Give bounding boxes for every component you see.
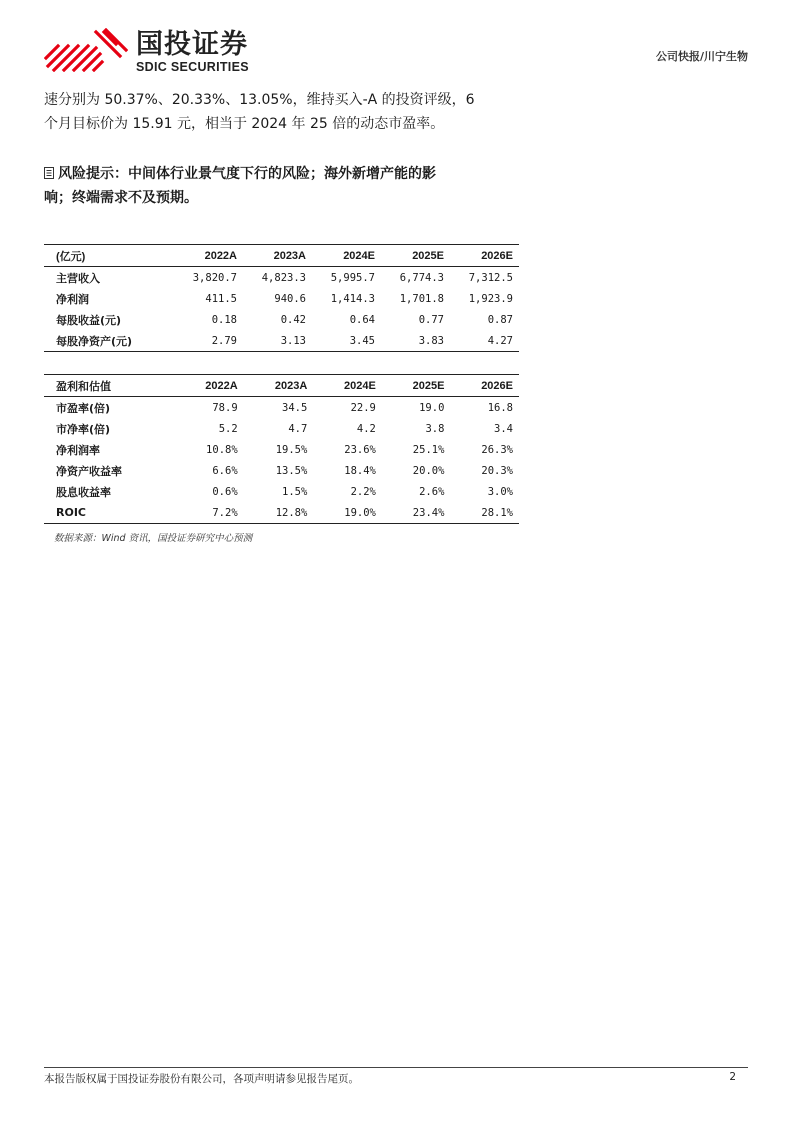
table-header-row	[44, 245, 519, 267]
table-row	[44, 481, 519, 502]
table-cell: 1,414.3	[330, 292, 375, 305]
table-cell: 3.45	[349, 334, 375, 347]
table-cell: 5.2	[218, 422, 238, 435]
row-label: 每股收益(元)	[56, 313, 122, 327]
row-label: ROIC	[56, 506, 86, 519]
table-cell: 20.0%	[412, 464, 445, 477]
table-cell: 2.79	[211, 334, 237, 347]
document-icon	[44, 167, 54, 179]
risk-line	[44, 162, 510, 186]
table-cell: 6.6%	[212, 464, 238, 477]
table-cell: 0.18	[211, 313, 237, 326]
table-cell: 19.0	[419, 401, 445, 414]
table-header-cell: 2025E	[412, 379, 445, 392]
row-label: 净利润率	[56, 443, 100, 457]
table-row	[44, 439, 519, 460]
page-number: 2	[729, 1071, 736, 1083]
table-cell: 19.5%	[275, 443, 308, 456]
table-cell: 0.6%	[212, 485, 238, 498]
row-label: 每股净资产(元)	[56, 334, 133, 348]
table-cell: 2.6%	[419, 485, 445, 498]
risk-line-text: 风险提示：中间体行业景气度下行的风险；海外新增产能的影	[58, 166, 436, 182]
table-header-cell: 2026E	[481, 249, 513, 262]
table-cell: 1,923.9	[468, 292, 513, 305]
valuation-table	[44, 374, 519, 524]
sdic-logo-mark-icon	[44, 28, 128, 72]
table-cell: 1.5%	[282, 485, 308, 498]
table-cell: 3.4	[494, 422, 513, 435]
table-cell: 6,774.3	[399, 271, 444, 284]
table-row	[44, 418, 519, 439]
table-row	[44, 397, 519, 419]
table-cell: 3.13	[280, 334, 306, 347]
table-cell: 25.1%	[412, 443, 445, 456]
table-cell: 12.8%	[275, 506, 308, 519]
table-row	[44, 502, 519, 524]
table-cell: 7.2%	[212, 506, 238, 519]
table-cell: 23.4%	[412, 506, 445, 519]
table-cell: 3.83	[418, 334, 444, 347]
table-header-cell: 2025E	[412, 249, 444, 262]
table-cell: 16.8	[487, 401, 513, 414]
table-cell: 28.1%	[481, 506, 513, 519]
table-cell: 4.27	[487, 334, 513, 347]
row-label: 主营收入	[56, 271, 100, 285]
table-row	[44, 288, 519, 309]
table-cell: 0.64	[349, 313, 375, 326]
table-header-cell: 2023A	[273, 249, 306, 262]
table-row	[44, 267, 519, 289]
table-cell: 4,823.3	[261, 271, 306, 284]
logo-english-name: SDIC SECURITIES	[136, 60, 249, 74]
table-header-cell: 盈利和估值	[56, 380, 111, 393]
table-cell: 940.6	[274, 292, 306, 305]
footer-divider	[44, 1067, 748, 1068]
table-cell: 20.3%	[481, 464, 513, 477]
logo-chinese-name: 国投证券	[136, 29, 248, 60]
table-cell: 13.5%	[275, 464, 308, 477]
row-label: 净利润	[56, 292, 89, 306]
table-cell: 0.77	[418, 313, 444, 326]
table-cell: 10.8%	[206, 443, 238, 456]
table-cell: 34.5	[282, 401, 308, 414]
financial-summary-table	[44, 244, 519, 352]
table-header-cell: 2026E	[481, 379, 513, 392]
table-cell: 4.7	[288, 422, 308, 435]
table-row	[44, 460, 519, 481]
row-label: 市盈率(倍)	[56, 401, 111, 415]
body-line: 速分别为 50.37%、20.33%、13.05%，维持买入-A 的投资评级，6	[44, 92, 475, 108]
row-label: 股息收益率	[56, 485, 111, 499]
data-source-note: 数据来源：Wind 资讯，国投证券研究中心预测	[54, 533, 253, 544]
table-cell: 4.2	[356, 422, 376, 435]
table-cell: 3.0%	[487, 485, 513, 498]
table-cell: 0.87	[487, 313, 513, 326]
table-cell: 78.9	[212, 401, 238, 414]
table-cell: 0.42	[280, 313, 306, 326]
table-header-cell: (亿元)	[56, 250, 86, 263]
table-cell: 22.9	[350, 401, 376, 414]
table-header-cell: 2023A	[274, 379, 308, 392]
table-cell: 18.4%	[344, 464, 376, 477]
report-type-label: 公司快报/川宁生物	[655, 50, 748, 63]
table-header-cell: 2022A	[204, 249, 237, 262]
body-paragraph	[44, 88, 510, 136]
table-cell: 1,701.8	[399, 292, 444, 305]
row-label: 市净率(倍)	[56, 422, 111, 436]
company-logo	[44, 28, 264, 74]
table-header-cell: 2024E	[343, 249, 375, 262]
table-row	[44, 309, 519, 330]
footer-disclaimer: 本报告版权属于国投证券股份有限公司，各项声明请参见报告尾页。	[44, 1073, 359, 1085]
table-header-cell: 2024E	[344, 379, 376, 392]
row-label: 净资产收益率	[56, 464, 122, 478]
body-line: 个月目标价为 15.91 元，相当于 2024 年 25 倍的动态市盈率。	[44, 116, 445, 132]
table-cell: 2.2%	[350, 485, 376, 498]
table-cell: 23.6%	[344, 443, 376, 456]
table-cell: 3.8	[425, 422, 445, 435]
table-cell: 411.5	[205, 292, 237, 305]
table-row	[44, 330, 519, 352]
table-cell: 5,995.7	[330, 271, 375, 284]
risk-line: 响；终端需求不及预期。	[44, 190, 198, 206]
table-cell: 26.3%	[481, 443, 513, 456]
table-header-row	[44, 375, 519, 397]
table-header-cell: 2022A	[205, 379, 238, 392]
table-cell: 7,312.5	[468, 271, 513, 284]
risk-warning	[44, 162, 510, 210]
table-cell: 3,820.7	[192, 271, 237, 284]
table-cell: 19.0%	[344, 506, 376, 519]
